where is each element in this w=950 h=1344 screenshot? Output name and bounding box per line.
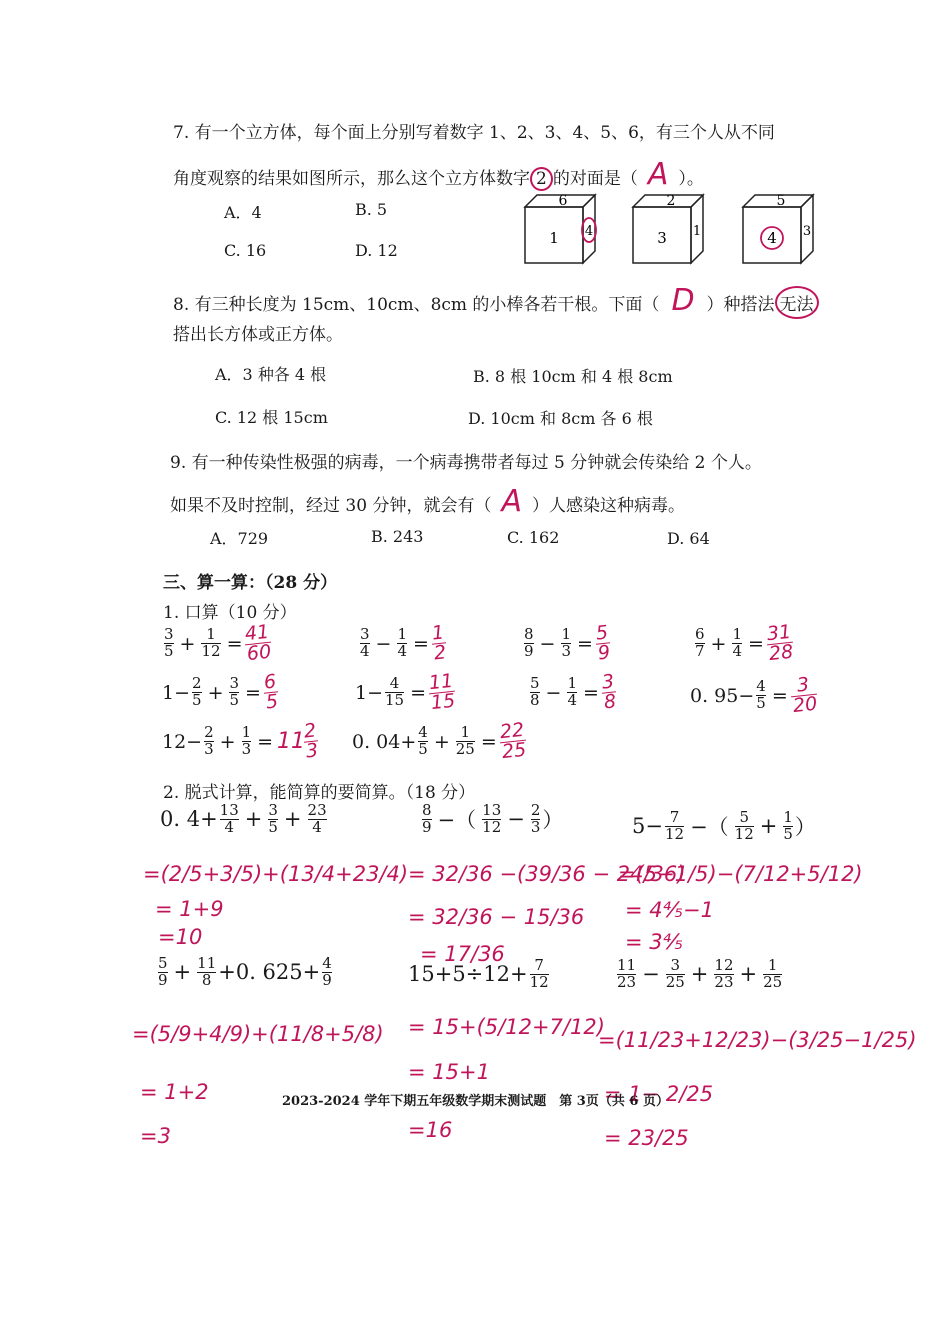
- oral-r1c1: $\frac{3}{5}$ + $\frac{1}{12}$ = $\frac{41}{60}$: [164, 620, 273, 666]
- cube-2-top: 2: [666, 193, 676, 209]
- q9-option-a: A．729: [210, 529, 269, 548]
- cube-3: [743, 193, 813, 263]
- q7-option-d: D. 12: [355, 241, 398, 260]
- oral-r1c4-answer: $\frac{31}{28}$: [765, 620, 795, 666]
- written-p1-step2: = 1+9: [155, 897, 224, 921]
- written-p3-step2: = 4⁴⁄₅−1: [625, 898, 714, 922]
- written-p3-step1: =(5−1/5)−(7/12+5/12): [618, 862, 863, 886]
- q7-option-b: B. 5: [355, 200, 388, 219]
- oral-r1c2-answer: $\frac{1}{2}$: [430, 621, 448, 665]
- cube-3-front: 4: [767, 229, 777, 247]
- q7-answer: A: [647, 157, 669, 192]
- written-p5-step3: =16: [408, 1118, 453, 1142]
- q7-cubes-figure: [515, 190, 825, 270]
- cube-2-front: 3: [657, 229, 667, 247]
- q8-answer: D: [671, 283, 695, 318]
- oral-r2c1-answer: $\frac{6}{5}$: [262, 670, 280, 714]
- q8-line1-mid: ）种搭法: [706, 295, 775, 315]
- q8-line2: 搭出长方体或正方体。: [173, 325, 343, 345]
- oral-part-title: 1. 口算（10 分）: [163, 603, 297, 623]
- oral-r1c4: $\frac{6}{7}$ + $\frac{1}{4}$ = $\frac{31}{28}$: [695, 620, 795, 666]
- cube-1: [525, 193, 596, 263]
- oral-r1c1-answer: $\frac{41}{60}$: [244, 620, 273, 666]
- q8-option-d: D. 10cm 和 8cm 各 6 根: [468, 409, 653, 428]
- oral-r2c3-answer: $\frac{3}{8}$: [600, 670, 618, 714]
- q8-line1-pre: 8. 有三种长度为 15cm、10cm、8cm 的小棒各若干根。下面（: [173, 295, 660, 315]
- q7-circled-number: 2: [530, 167, 553, 191]
- q9-option-d: D. 64: [667, 529, 710, 548]
- written-p5-step1: = 15+(5/12+7/12): [408, 1015, 605, 1039]
- q9-answer: A: [501, 484, 522, 519]
- cube-2: [633, 193, 703, 263]
- written-p6: $\frac{11}{23}$ − $\frac{3}{25}$ + $\frac{12}{23}$ + $\frac{1}{25}$: [617, 956, 783, 991]
- q9-option-c: C. 162: [507, 528, 560, 547]
- q8-option-a: A．3 种各 4 根: [215, 365, 327, 384]
- cube-1-front: 1: [549, 229, 559, 247]
- oral-r2c2-answer: $\frac{11}{15}$: [427, 669, 457, 715]
- oral-r2c4-answer: $\frac{3}{20}$: [791, 673, 818, 718]
- oral-r1c2: $\frac{3}{4}$ − $\frac{1}{4}$ = $\frac{1}{2}$: [360, 621, 448, 665]
- oral-r2c2: 1− $\frac{4}{15}$ = $\frac{11}{15}$: [355, 669, 457, 715]
- q7-line2: [173, 157, 704, 192]
- written-p3: 5− $\frac{7}{12}$ −（ $\frac{5}{12}$ + $\frac{1}{5}$ ）: [632, 808, 816, 843]
- written-p3-step3: = 3⁴⁄₅: [625, 930, 683, 954]
- written-p4: $\frac{5}{9}$ + $\frac{11}{8}$ +0. 625+ $\frac{4}{9}$: [158, 954, 332, 989]
- written-p5-step2: = 15+1: [408, 1060, 490, 1084]
- written-p1-step1: =(2/5+3/5)+(13/4+23/4): [143, 862, 409, 886]
- written-p6-step3: = 23/25: [604, 1126, 689, 1150]
- written-p2-step2: = 32/36 − 15/36: [408, 905, 585, 929]
- q7-line2-end: ）。: [678, 169, 704, 189]
- cube-3-side: 3: [802, 224, 812, 239]
- cube-2-side: 1: [692, 224, 702, 239]
- written-p2-step1: = 32/36 −(39/36 − 24/36): [408, 862, 686, 886]
- q7-line2-pre: 角度观察的结果如图所示，那么这个立方体数字: [173, 169, 530, 189]
- oral-r3c2: 0. 04+ $\frac{4}{5}$ + $\frac{1}{25}$ = $\frac{22}{25}$: [352, 718, 528, 764]
- written-p2: $\frac{8}{9}$ −（ $\frac{13}{12}$ − $\frac{2}{3}$ ）: [422, 801, 564, 836]
- q8-circled-word: 无法: [775, 286, 819, 319]
- written-p6-step2: = 1− 2/25: [604, 1082, 714, 1106]
- page-footer: 2023-2024 学年下期五年级数学期末测试题 第 3页（共 6 页）: [282, 1094, 669, 1109]
- oral-r1c3: $\frac{8}{9}$ − $\frac{1}{3}$ = $\frac{5}{9}$: [524, 621, 612, 665]
- oral-r3c1-answer-whole: 11: [277, 729, 306, 754]
- oral-r3c1-answer: $\frac{2}{3}$: [302, 719, 320, 763]
- written-part-title: 2. 脱式计算，能简算的要简算。（18 分）: [163, 783, 476, 803]
- q8-option-b: B. 8 根 10cm 和 4 根 8cm: [473, 367, 673, 386]
- oral-r3c1: 12− $\frac{2}{3}$ + $\frac{1}{3}$ = 11 $\frac{2}{3}$: [162, 719, 320, 763]
- written-p1: 0. 4+ $\frac{13}{4}$ + $\frac{3}{5}$ + $\frac{23}{4}$: [160, 801, 327, 836]
- oral-r2c4: 0. 95− $\frac{4}{5}$ = $\frac{3}{20}$: [690, 673, 818, 718]
- q7-line2-post: 的对面是（: [552, 169, 638, 189]
- q7-option-c: C. 16: [224, 241, 267, 260]
- cube-1-side: 4: [584, 224, 594, 239]
- written-p2-step3: = 17/36: [420, 942, 505, 966]
- q7-line1: 7. 有一个立方体，每个面上分别写着数字 1、2、3、4、5、6，有三个人从不同: [173, 123, 775, 143]
- cube-1-top: 6: [558, 193, 568, 209]
- written-p4-step1: =(5/9+4/9)+(11/8+5/8): [132, 1022, 384, 1046]
- q8-line1: [173, 283, 819, 319]
- q9-line2: [170, 484, 685, 519]
- q9-line1: 9. 有一种传染性极强的病毒，一个病毒携带者每过 5 分钟就会传染给 2 个人。: [170, 453, 762, 473]
- q8-option-c: C. 12 根 15cm: [215, 408, 328, 427]
- written-p6-step1: =(11/23+12/23)−(3/25−1/25): [598, 1028, 917, 1052]
- written-p4-step2: = 1+2: [140, 1080, 209, 1104]
- cube-3-top: 5: [776, 193, 786, 209]
- oral-r1c3-answer: $\frac{5}{9}$: [594, 621, 612, 665]
- written-p5: 15+5÷12+ $\frac{7}{12}$: [408, 956, 549, 991]
- oral-r2c1: 1− $\frac{2}{5}$ + $\frac{3}{5}$ = $\frac{6}{5}$: [162, 670, 280, 714]
- q9-line2-pre: 如果不及时控制，经过 30 分钟，就会有（: [170, 496, 492, 516]
- written-p4-step3: =3: [140, 1124, 171, 1148]
- section-3-title: 三、算一算：（28 分）: [163, 573, 338, 593]
- q7-option-a: A．4: [224, 203, 262, 222]
- written-p1-step3: =10: [158, 925, 203, 949]
- oral-r2c3: $\frac{5}{8}$ − $\frac{1}{4}$ = $\frac{3}{8}$: [530, 670, 618, 714]
- oral-r3c2-answer: $\frac{22}{25}$: [498, 718, 528, 764]
- q9-line2-post: ）人感染这种病毒。: [531, 496, 685, 516]
- q9-option-b: B. 243: [371, 527, 424, 546]
